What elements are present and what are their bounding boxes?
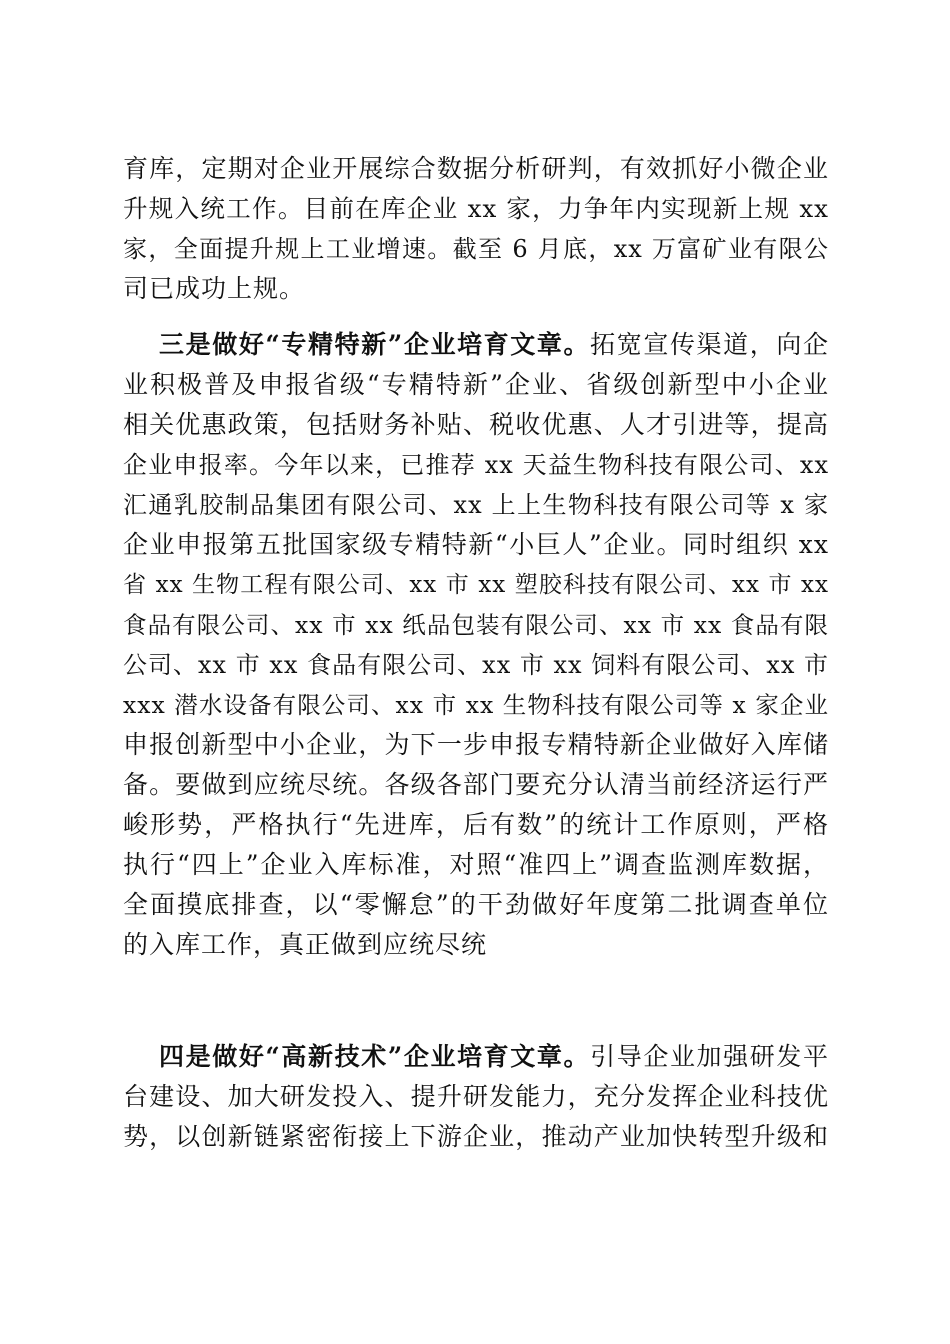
text-line: 峻形势，严格执行“先进库，后有数”的统计工作原则，严格	[123, 810, 829, 839]
text-line: 企业申报率。今年以来，已推荐 xx 天益生物科技有限公司、xx	[123, 451, 829, 479]
text-line: 家，全面提升规上工业增速。截至 6 月底，xx 万富矿业有限公	[123, 235, 829, 263]
text-line: 司已成功上规。	[123, 274, 306, 303]
text-segment: 拓宽宣传渠道，向企	[590, 330, 829, 359]
paragraph-1	[123, 149, 829, 309]
text-line: 全面摸底排查，以“零懈怠”的干劲做好年度第二批调查单位	[123, 890, 829, 919]
paragraph-first-line	[123, 1037, 829, 1077]
paragraph-3	[123, 1037, 829, 1157]
text-segment: 引导企业加强研发平	[590, 1042, 829, 1071]
text-line: 申报创新型中小企业，为下一步申报专精特新企业做好入库储	[123, 730, 829, 759]
text-line: 食品有限公司、xx 市 xx 纸品包装有限公司、xx 市 xx 食品有限	[123, 611, 829, 639]
text-line: 业积极普及申报省级“专精特新”企业、省级创新型中小企业	[123, 370, 829, 399]
text-line: 台建设、加大研发投入、提升研发能力，充分发挥企业科技优	[123, 1082, 829, 1111]
text-line: 的入库工作，真正做到应统尽统	[123, 930, 488, 959]
text-line: 企业申报第五批国家级专精特新“小巨人”企业。同时组织 xx	[123, 530, 829, 559]
text-line: 相关优惠政策，包括财务补贴、税收优惠、人才引进等，提高	[123, 410, 829, 439]
text-line: 升规入统工作。目前在库企业 xx 家，力争年内实现新上规 xx	[123, 194, 829, 223]
paragraph-first-line	[123, 325, 829, 365]
text-line: 公司、xx 市 xx 食品有限公司、xx 市 xx 饲料有限公司、xx 市	[123, 651, 829, 679]
text-line: 育库，定期对企业开展综合数据分析研判，有效抓好小微企业	[123, 154, 829, 183]
text-line: 省 xx 生物工程有限公司、xx 市 xx 塑胶科技有限公司、xx 市 xx	[123, 572, 829, 598]
text-line: 备。要做到应统尽统。各级各部门要充分认清当前经济运行严	[123, 770, 829, 799]
paragraph-lead-heading: 三是做好“专精特新”企业培育文章。	[159, 330, 591, 359]
text-line: 汇通乳胶制品集团有限公司、xx 上上生物科技有限公司等 x 家	[123, 491, 829, 519]
paragraph-lead-heading: 四是做好“高新技术”企业培育文章。	[159, 1042, 591, 1071]
paragraph-2	[123, 325, 829, 965]
text-line: xxx 潜水设备有限公司、xx 市 xx 生物科技有限公司等 x 家企业	[123, 691, 829, 719]
text-line: 势，以创新链紧密衔接上下游企业，推动产业加快转型升级和	[123, 1122, 829, 1151]
text-line: 执行“四上”企业入库标准，对照“准四上”调查监测库数据，	[123, 850, 829, 879]
